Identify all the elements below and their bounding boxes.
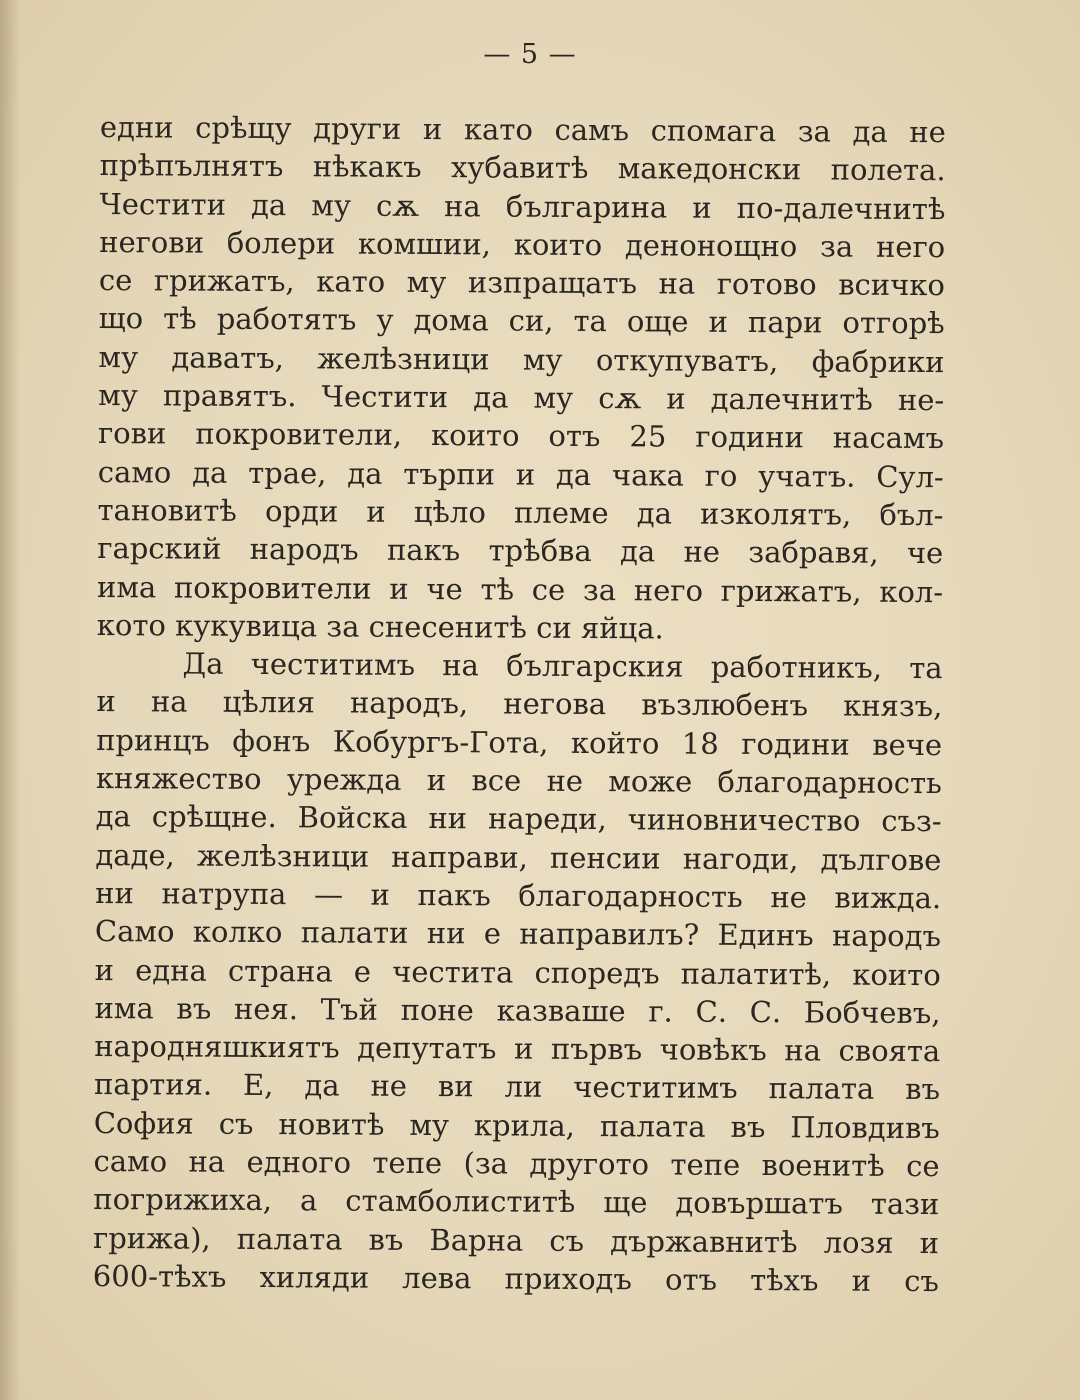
text-line: княжество урежда и все не може благодарность	[95, 761, 942, 801]
text-line: му правятъ. Честити да му сѫ и далечнитѣ не-	[98, 378, 945, 418]
text-line: партия. Е, да не ви ли честитимъ палата въ	[93, 1067, 941, 1107]
gutter-shadow	[0, 0, 20, 1400]
text-line: прѣпълнятъ нѣкакъ хубавитѣ македонски полета.	[99, 148, 946, 188]
text-line: има покровители и че тѣ се за него грижатъ, кол-	[96, 569, 944, 609]
text-line: му даватъ, желѣзници му откупуватъ, фабрики	[98, 339, 945, 379]
text-line: 600-тѣхъ хиляди лева приходъ отъ тѣхъ и съ	[92, 1258, 939, 1299]
text-line: даде, желѣзници направи, пенсии нагоди, дългове	[95, 837, 942, 877]
text-line: само да трае, да търпи и да чака го учатъ. Сул-	[97, 454, 944, 494]
text-line: гарский народъ пакъ трѣбва да не забравя, че	[97, 531, 944, 571]
text-line: да срѣщне. Войска ни нареди, чиновничество съз-	[95, 799, 942, 839]
text-line: Да честитимъ на българския работникъ, та	[182, 646, 943, 686]
text-line: негови болери комшии, които денонощно за него	[99, 224, 946, 265]
text-line: що тѣ работятъ у дома си, та още и пари отгорѣ	[98, 301, 945, 341]
text-line: Само колко палати ни е направилъ? Единъ народъ	[94, 914, 942, 954]
text-line: тановитѣ орди и цѣло племе да изколятъ, бъл-	[97, 492, 944, 533]
text-line: едни срѣщу други и като самъ спомага за да не	[99, 109, 946, 150]
text-line: погрижиха, а стамболиститѣ ще довършатъ тази	[93, 1182, 940, 1222]
text-line: София съ новитѣ му крила, палата въ Пловдивъ	[93, 1105, 940, 1145]
text-line: и една страна е честита споредъ палатитѣ, които	[94, 952, 941, 992]
text-line: принцъ фонъ Кобургъ-Гота, който 18 години вече	[96, 722, 943, 762]
text-line: ни натрупа — и пакъ благодарность не вижда.	[95, 875, 942, 916]
text-line: грижа), палата въ Варна съ държавнитѣ лозя и	[92, 1220, 940, 1260]
text-line: гови покровители, които отъ 25 години насамъ	[97, 416, 945, 456]
text-line: народняшкиятъ депутатъ и първъ човѣкъ на своята	[94, 1029, 941, 1069]
text-line: се грижатъ, като му изпращатъ на готово всичко	[98, 263, 946, 303]
paragraph-2	[93, 644, 943, 1300]
text-line: има въ нея. Тъй поне казваше г. С. С. Бобчевъ,	[94, 990, 941, 1030]
page-number: — 5 —	[483, 39, 577, 70]
text-line: и на цѣлия народъ, негова възлюбенъ князъ,	[96, 684, 943, 724]
text-line: кото кукувица за снесенитѣ си яйца.	[96, 607, 664, 646]
paragraph-1	[97, 108, 946, 649]
body-text	[93, 108, 946, 1300]
text-line: Честити да му сѫ на българина и по-далечнитѣ	[99, 186, 946, 226]
text-line: само на едного тепе (за другото тепе военитѣ се	[93, 1143, 940, 1184]
